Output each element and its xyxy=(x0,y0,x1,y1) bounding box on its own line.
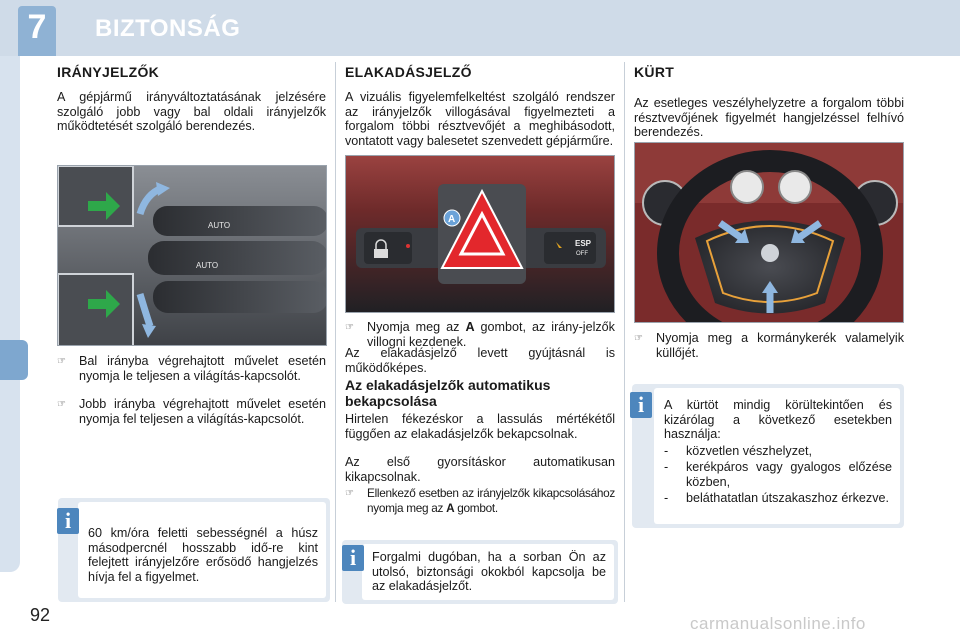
hazard-ignition-note: Az elakadásjelző levett gyújtásnál is működőképes. xyxy=(345,346,615,375)
hazard-press-instruction: ☞ Nyomja meg az A gombot, az irány-jelzők villogni kezdenek. xyxy=(345,320,615,349)
pointing-hand-icon: ☞ xyxy=(345,322,354,333)
info-box-turn-signal xyxy=(58,498,330,602)
turn-signals-heading: IRÁNYJELZŐK xyxy=(57,64,160,80)
info-box-traffic-jam xyxy=(342,540,618,604)
auto-hazard-off-instruction: ☞ Ellenkező esetben az irányjelzők kikapcsolásához nyomja meg az A gombot. xyxy=(345,486,615,515)
turn-right-instruction: ☞ Jobb irányba végrehajtott művelet esetén nyomja fel teljesen a világítás-kapcsolót. xyxy=(57,397,326,426)
auto-hazard-para1: Hirtelen fékezéskor a lassulás mértékétől függően az elakadásjelzők bekapcsolnak. xyxy=(345,412,615,441)
pointing-hand-icon: ☞ xyxy=(57,399,66,410)
pointing-hand-icon: ☞ xyxy=(634,333,643,344)
column-separator xyxy=(335,62,336,602)
hazard-heading: ELAKADÁSJELZŐ xyxy=(345,64,472,80)
auto-hazard-heading: Az elakadásjelzők automatikus bekapcsolása xyxy=(345,377,551,409)
info-text-horn xyxy=(654,388,900,524)
column-separator xyxy=(624,62,625,602)
stalk-label-auto: AUTO xyxy=(208,221,231,230)
auto-hazard-para2: Az első gyorsításkor automatikusan kikapcsolnak. xyxy=(345,455,615,484)
horn-info-intro: A kürtöt mindig körültekintően és kizárólag a következő esetekben használja: xyxy=(664,398,892,441)
info-icon: i xyxy=(630,392,652,418)
list-item: - kerékpáros vagy gyalogos előzése közben, xyxy=(664,460,892,489)
steering-wheel-photo xyxy=(634,142,904,323)
info-box-horn xyxy=(632,384,904,528)
info-text-turn-signal: 60 km/óra feletti sebességnél a húsz másodpercnél hosszabb idő-re kint felejtett irányjelzőre erősödő hangjelzés hívja fel a figyelmet. xyxy=(78,502,326,598)
pointing-hand-icon: ☞ xyxy=(57,356,66,367)
pointing-hand-icon: ☞ xyxy=(345,488,354,499)
horn-press-instruction: ☞ Nyomja meg a kormánykerék valamelyik küllőjét. xyxy=(634,331,904,360)
watermark: carmanualsonline.info xyxy=(690,614,866,633)
turn-left-instruction: ☞ Bal irányba végrehajtott művelet esetén nyomja le teljesen a világítás-kapcsolót. xyxy=(57,354,326,383)
esp-label: ESP xyxy=(575,239,592,248)
page-number: 92 xyxy=(30,605,51,625)
info-icon: i xyxy=(342,545,364,571)
info-icon: i xyxy=(57,508,79,534)
list-item: - beláthatatlan útszakaszhoz érkezve. xyxy=(664,491,890,505)
hazard-button-photo xyxy=(345,155,615,313)
turn-signals-intro: A gépjármű irányváltoztatásának jelzésére szolgáló jobb vagy bal oldali irányjelzők működtetését szolgáló berendezés. xyxy=(57,90,326,133)
page-title: BIZTONSÁG xyxy=(95,15,241,42)
info-text-traffic-jam: Forgalmi dugóban, ha a sorban Ön az utolsó, biztonsági okokból kapcsolja be az elakadásjelzőt. xyxy=(362,544,614,600)
esp-off-label: OFF xyxy=(576,251,588,257)
list-item: - közvetlen vészhelyzet, xyxy=(664,443,812,458)
horn-usage-list xyxy=(664,444,892,506)
stalk-photo xyxy=(57,165,327,346)
hazard-a-label: A xyxy=(448,214,456,225)
hazard-intro: A vizuális figyelemfelkeltést szolgáló rendszer az irányjelzők villogásával figyelmezteti a forgalom többi résztvevőjét a meghibásodott, vontatott vagy balesetet szenvedett gépjárműre. xyxy=(345,90,615,148)
chapter-number: 7 xyxy=(27,8,47,46)
stalk-label-auto-2: AUTO xyxy=(196,261,219,270)
side-tab xyxy=(0,340,28,380)
horn-intro: Az esetleges veszélyhelyzetre a forgalom többi résztvevőjének figyelmét hangjelzéssel felhívó berendezés. xyxy=(634,96,904,139)
side-strip xyxy=(0,56,20,572)
horn-heading: KÜRT xyxy=(634,64,675,80)
